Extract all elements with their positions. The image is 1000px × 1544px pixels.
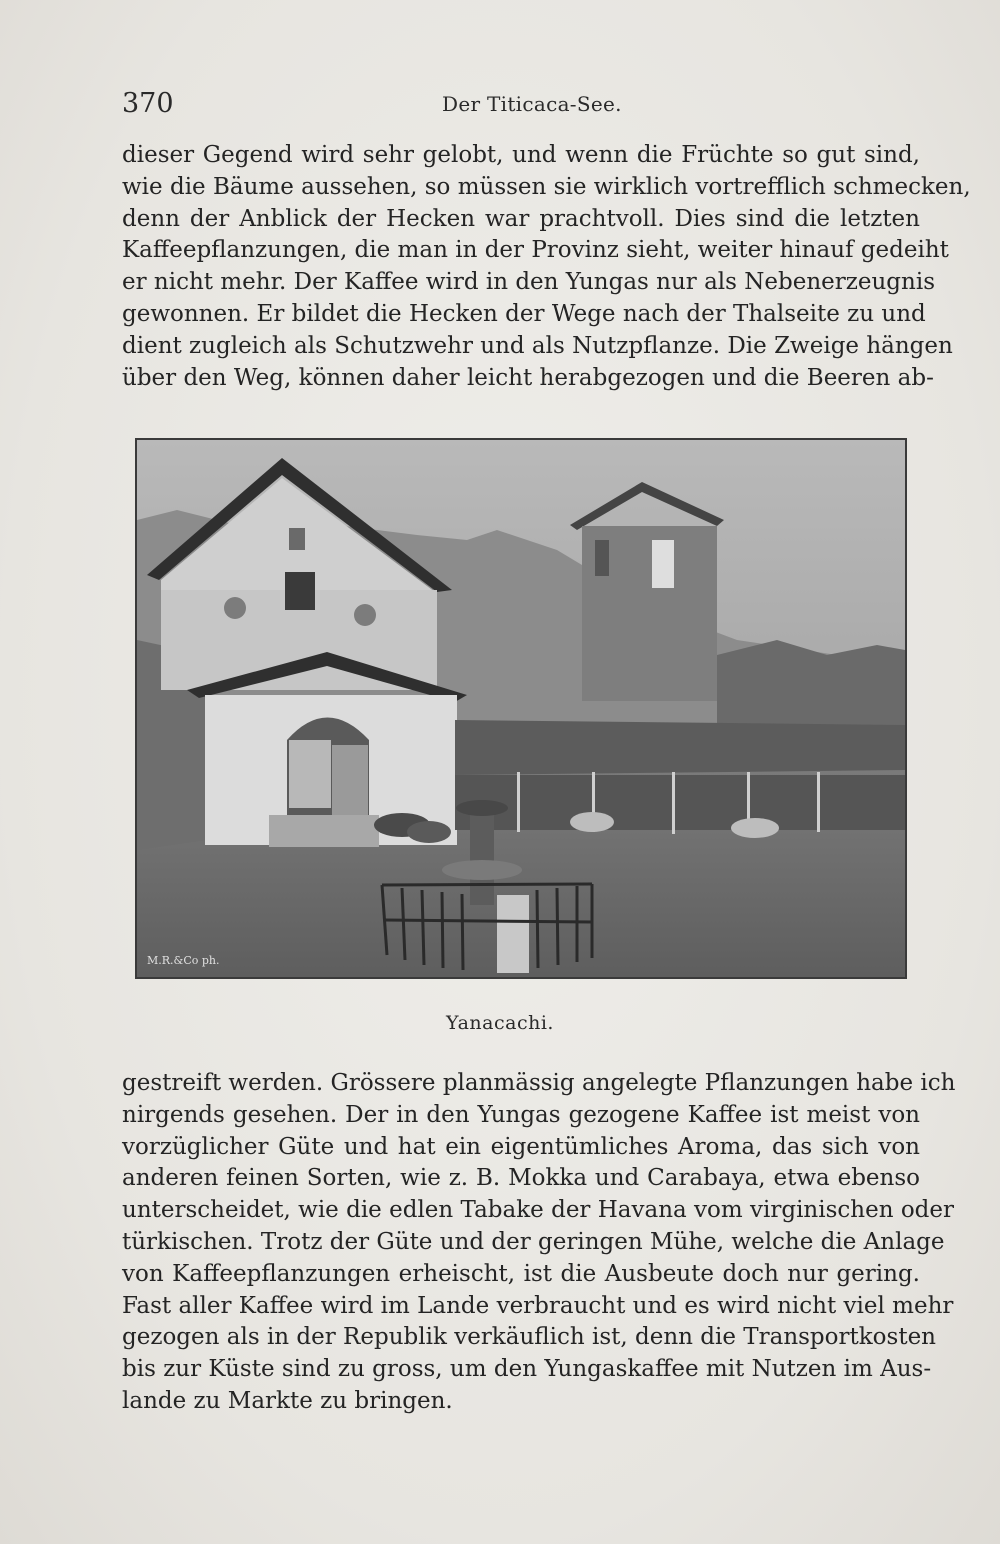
text-line: Kaffeepflanzungen, die man in der Provinz sieht, weiter hinauf gedeiht <box>122 237 949 264</box>
church-round-window-right <box>354 604 376 626</box>
gate-steps <box>269 815 379 847</box>
text-line: bis zur Küste sind zu gross, um den Yungaskaffee mit Nutzen im Aus- <box>122 1356 932 1383</box>
text-line: Fast aller Kaffee wird im Lande verbraucht und es wird nicht viel mehr <box>122 1292 954 1319</box>
text-line: von Kaffeepflanzungen erheischt, ist die Ausbeute doch nur gering. <box>122 1260 920 1287</box>
photographer-mark: M.R.&Co ph. <box>147 954 220 967</box>
text-line: gezogen als in der Republik verkäuflich ist, denn die Transportkosten <box>122 1324 936 1351</box>
paragraph-top <box>122 140 971 394</box>
tower-window <box>595 540 609 576</box>
photograph-yanacachi <box>135 438 907 979</box>
shed-shadow <box>455 775 905 830</box>
page-number: 370 <box>122 88 174 119</box>
text-line: dieser Gegend wird sehr gelobt, und wenn die Früchte so gut sind, <box>122 142 920 168</box>
running-title: Der Titicaca-See. <box>442 92 622 116</box>
church-round-window-left <box>224 597 246 619</box>
paragraph-bottom <box>122 1068 956 1418</box>
figure-caption: Yanacachi. <box>446 1012 554 1034</box>
text-line: er nicht mehr. Der Kaffee wird in den Yungas nur als Nebenerzeugnis <box>122 269 935 296</box>
thatched-shed-roof <box>455 720 905 775</box>
text-line: über den Weg, können daher leicht herabgezogen und die Beeren ab- <box>122 364 934 391</box>
tower-bell-opening <box>652 540 674 588</box>
text-line: nirgends gesehen. Der in den Yungas gezogene Kaffee ist meist von <box>122 1101 920 1128</box>
gate-stairs <box>332 745 368 815</box>
text-line: wie die Bäume aussehen, so müssen sie wirklich vortrefflich schmecken, <box>122 173 971 200</box>
page-header <box>122 88 920 124</box>
text-line: vorzüglicher Güte und hat ein eigentümliches Aroma, das sich von <box>122 1133 920 1160</box>
text-line: unterscheidet, wie die edlen Tabake der Havana vom virginischen oder <box>122 1197 955 1224</box>
right-roofs <box>717 640 905 725</box>
church-plaza-illustration <box>137 440 905 977</box>
gate-grille <box>289 740 331 808</box>
text-line: gewonnen. Er bildet die Hecken der Wege nach der Thalseite zu und <box>122 300 926 327</box>
text-line: anderen feinen Sorten, wie z. B. Mokka und Carabaya, etwa ebenso <box>122 1165 920 1192</box>
church-window <box>285 572 315 610</box>
church-gable-window <box>289 528 305 550</box>
text-line: dient zugleich als Schutzwehr und als Nutzpflanze. Die Zweige hängen <box>122 332 953 359</box>
text-line: denn der Anblick der Hecken war prachtvoll. Dies sind die letzten <box>122 205 920 232</box>
text-line: lande zu Markte zu bringen. <box>122 1387 453 1414</box>
text-line: gestreift werden. Grössere planmässig angelegte Pflanzungen habe ich <box>122 1070 956 1096</box>
text-line: türkischen. Trotz der Güte und der geringen Mühe, welche die Anlage <box>122 1228 945 1255</box>
